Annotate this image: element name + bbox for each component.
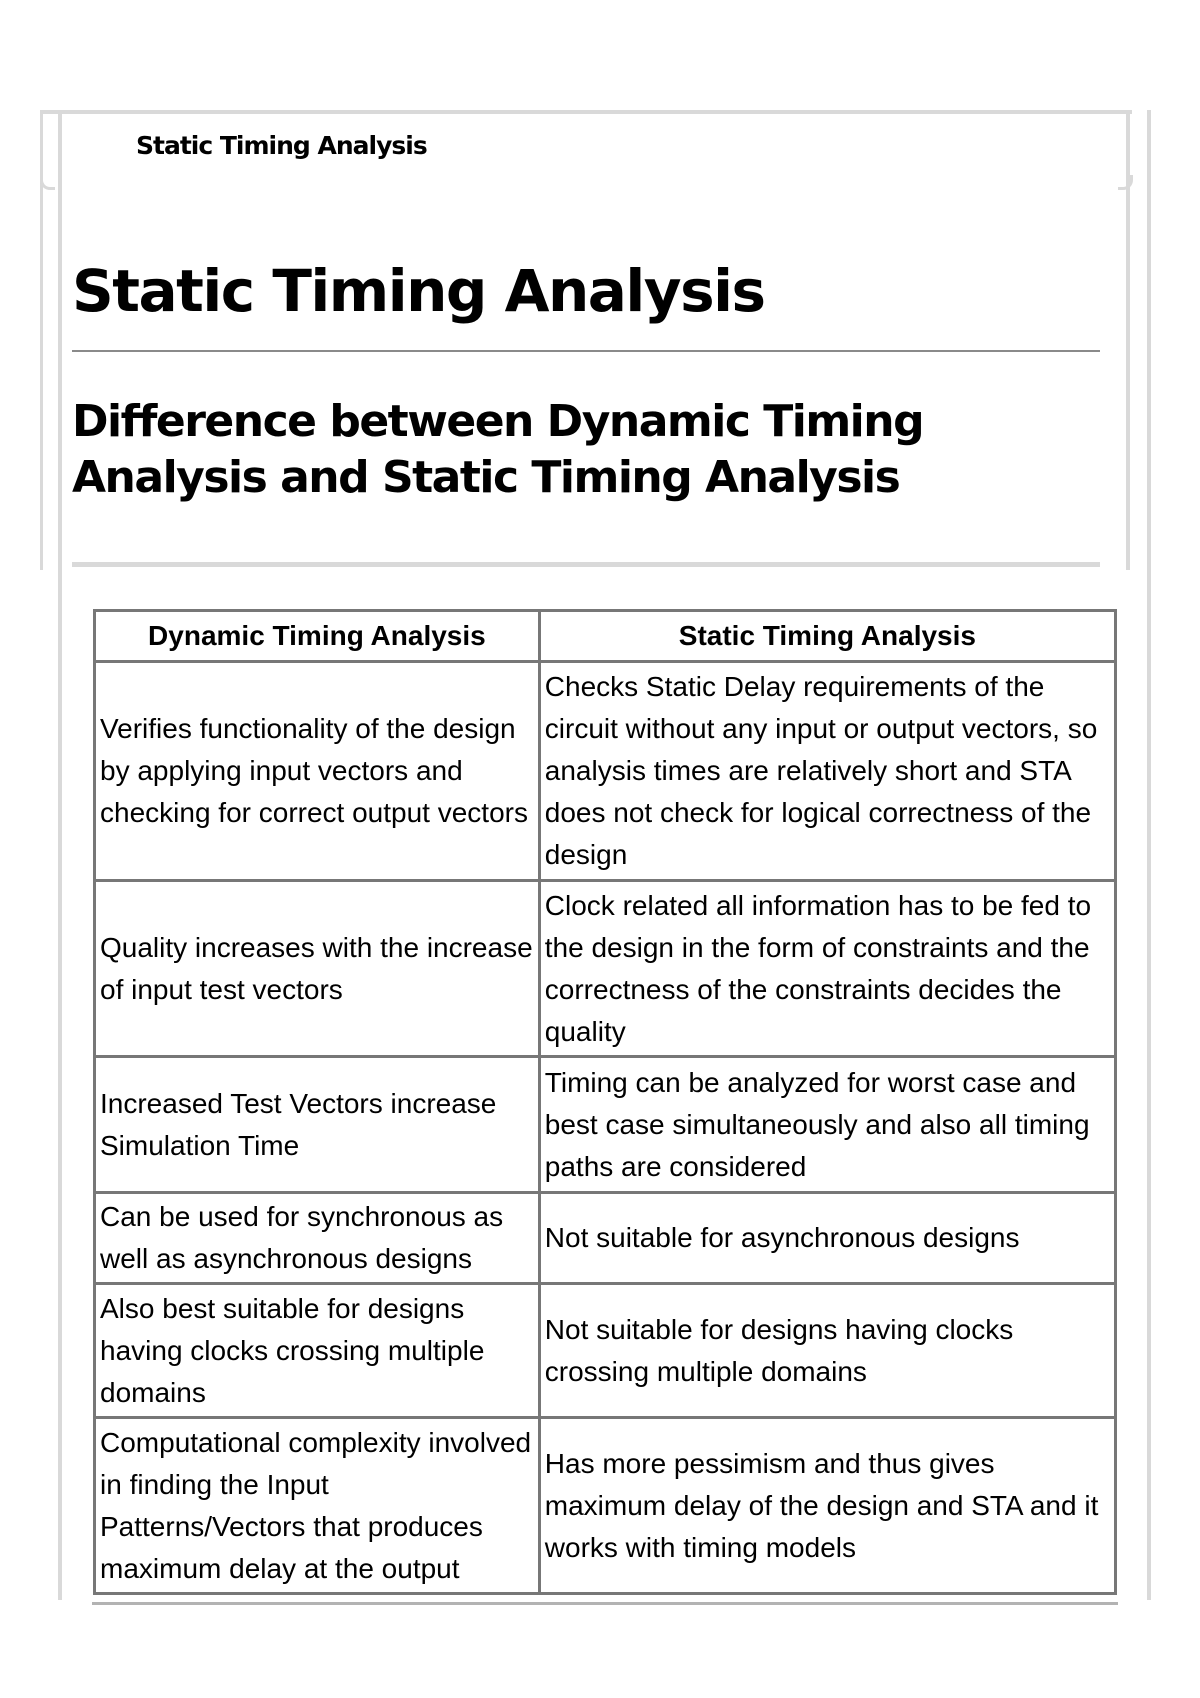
frame-right-outer-border bbox=[1147, 110, 1151, 1600]
table-row bbox=[95, 1284, 1116, 1418]
table-cell-dynamic: Increased Test Vectors increase Simulation Time bbox=[95, 1057, 540, 1193]
table-cell-dynamic: Computational complexity involved in finding the Input Patterns/Vectors that produces maximum delay at the output bbox=[95, 1418, 540, 1594]
section-title: Difference between Dynamic Timing Analysis and Static Timing Analysis bbox=[72, 396, 924, 503]
table-cell-dynamic: Verifies functionality of the design by applying input vectors and checking for correct output vectors bbox=[95, 662, 540, 881]
column-header-static: Static Timing Analysis bbox=[539, 611, 1115, 662]
table-cell-dynamic: Quality increases with the increase of input test vectors bbox=[95, 881, 540, 1057]
header-title: Static Timing Analysis bbox=[136, 131, 427, 160]
section-divider bbox=[72, 562, 1100, 567]
comparison-table bbox=[93, 609, 1117, 1595]
table-row bbox=[95, 1057, 1116, 1193]
bottom-divider bbox=[92, 1602, 1118, 1605]
table-row bbox=[95, 881, 1116, 1057]
title-divider bbox=[72, 350, 1100, 352]
table-cell-static: Has more pessimism and thus gives maximum delay of the design and STA and it works with timing models bbox=[539, 1418, 1115, 1594]
table-row bbox=[95, 662, 1116, 881]
frame-left-inner-border bbox=[58, 110, 62, 1600]
table-cell-dynamic: Can be used for synchronous as well as asynchronous designs bbox=[95, 1193, 540, 1284]
page-title: Static Timing Analysis bbox=[72, 257, 765, 325]
table-row bbox=[95, 1193, 1116, 1284]
column-header-dynamic: Dynamic Timing Analysis bbox=[95, 611, 540, 662]
table-cell-static: Not suitable for designs having clocks crossing multiple domains bbox=[539, 1284, 1115, 1418]
frame-corner-right bbox=[1118, 175, 1133, 190]
frame-top-border bbox=[40, 110, 1132, 114]
table-row bbox=[95, 1418, 1116, 1594]
table-cell-static: Checks Static Delay requirements of the circuit without any input or output vectors, so analysis times are relatively short and STA does not check for logical correctness of the design bbox=[539, 662, 1115, 881]
table-header-row bbox=[95, 611, 1116, 662]
table-cell-static: Timing can be analyzed for worst case and best case simultaneously and also all timing paths are considered bbox=[539, 1057, 1115, 1193]
table-cell-static: Clock related all information has to be fed to the design in the form of constraints and the correctness of the constraints decides the quality bbox=[539, 881, 1115, 1057]
table-cell-static: Not suitable for asynchronous designs bbox=[539, 1193, 1115, 1284]
table-cell-dynamic: Also best suitable for designs having clocks crossing multiple domains bbox=[95, 1284, 540, 1418]
